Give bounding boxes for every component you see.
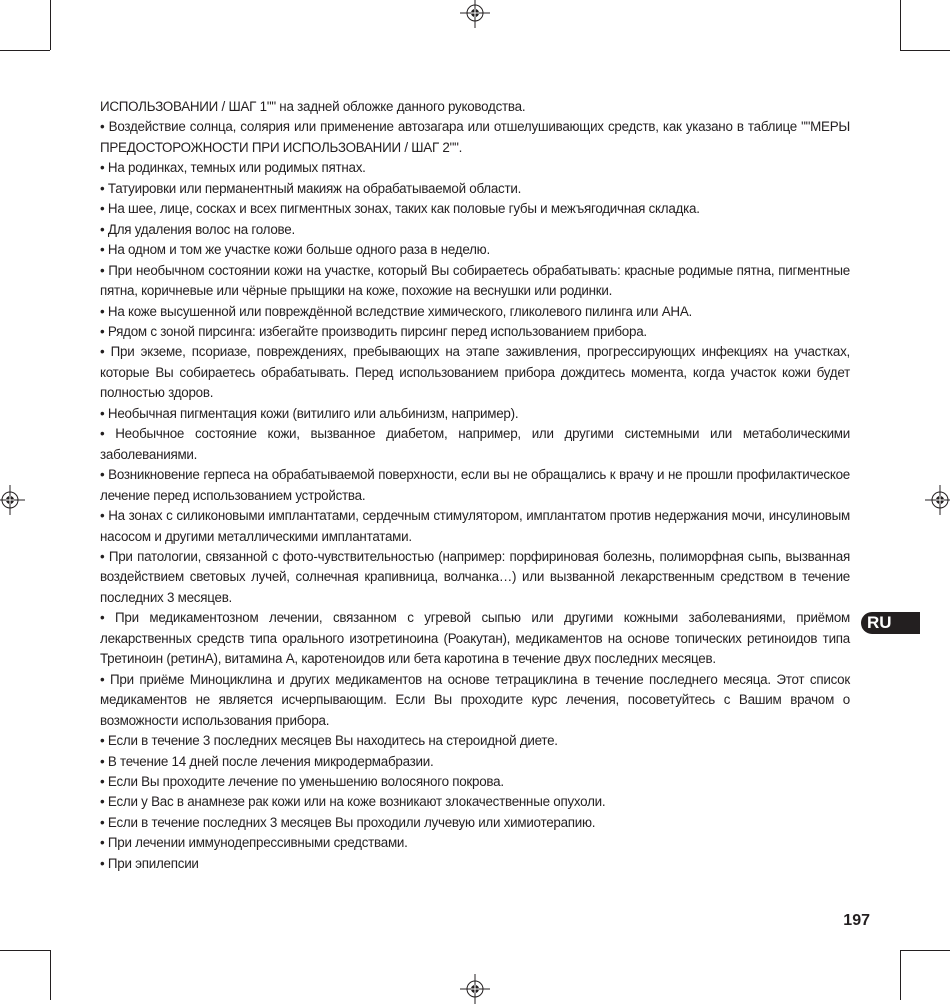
crop-mark — [900, 950, 950, 951]
paragraph: ИСПОЛЬЗОВАНИИ / ШАГ 1"" на задней обложке данного руководства. — [100, 99, 526, 114]
crop-mark — [0, 950, 50, 951]
crop-mark — [900, 950, 901, 1000]
registration-mark-icon — [460, 0, 490, 28]
list-item: • Для удаления волос на голове. — [100, 221, 295, 237]
list-item: • При медикаментозном лечении, связанном с угревой сыпью или другими кожными заболеваниями, приёмом лекарственных средств типа орального изотретиноина (Роакутан), медикаментов на основе топических ретиноидов типа Третиноин (ретинА), витамина А, каротеноидов или бета каротина в течение двух последних месяцев. — [100, 610, 850, 667]
list-item: • При эпилепсии — [100, 855, 199, 871]
list-item: • В течение 14 дней после лечения микродермабразии. — [100, 753, 434, 769]
list-item: • При приёме Миноциклина и других медикаментов на основе тетрациклина в течение последнего месяца. Этот список медикаментов не является исчерпывающим. Если Вы проходите курс лечения, посоветуйтесь с Вашим врачом о возможности использования прибора. — [100, 671, 850, 728]
list-item: • Рядом с зоной пирсинга: избегайте производить пирсинг перед использованием прибора. — [100, 323, 647, 339]
list-item: • Необычная пигментация кожи (витилиго или альбинизм, например). — [100, 405, 519, 421]
crop-mark — [900, 0, 901, 50]
list-item: • Если Вы проходите лечение по уменьшению волосяного покрова. — [100, 773, 504, 789]
list-item: • Если у Вас в анамнезе рак кожи или на коже возникают злокачественные опухоли. — [100, 794, 606, 810]
list-item: • На одном и том же участке кожи больше одного раза в неделю. — [100, 242, 490, 258]
list-item: • При патологии, связанной с фото-чувствительностью (например: порфириновая болезнь, полиморфная сыпь, вызванная воздействием световых лучей, солнечная крапивница, волчанка…) или вызванной лекарственным средством в течение последних 3 месяцев. — [100, 548, 850, 605]
contraindications-text — [100, 97, 850, 874]
registration-mark-icon — [925, 485, 950, 515]
list-item: • Татуировки или перманентный макияж на обрабатываемой области. — [100, 180, 522, 196]
list-item: • Если в течение последних 3 месяцев Вы проходили лучевую или химиотерапию. — [100, 814, 596, 830]
crop-mark — [0, 50, 50, 51]
list-item: • При необычном состоянии кожи на участке, который Вы собираетесь обрабатывать: красные родимые пятна, пигментные пятна, коричневые или чёрные прыщики на коже, похожие на веснушки или родинки. — [100, 262, 850, 299]
list-item: • На зонах с силиконовыми имплантатами, сердечным стимулятором, имплантатом против недержания мочи, инсулиновым насосом и другими металлическими имплантатами. — [100, 508, 850, 544]
list-item: • На шее, лице, сосках и всех пигментных зонах, таких как половые губы и межъягодичная складка. — [100, 201, 700, 217]
list-item: • На родинках, темных или родимых пятнах. — [100, 160, 366, 176]
list-item: • При экземе, псориазе, повреждениях, пребывающих на этапе заживления, прогрессирующих инфекциях на участках, которые Вы собираетесь обрабатывать. Перед использованием прибора дождитесь момента, когда участок кожи будет полностью здоров. — [100, 344, 850, 401]
registration-mark-icon — [0, 485, 25, 515]
crop-mark — [50, 950, 51, 1000]
list-item: • На коже высушенной или повреждённой вследствие химического, гликолевого пилинга или AHA. — [100, 303, 692, 319]
list-item: • Возникновение герпеса на обрабатываемой поверхности, если вы не обращались к врачу и не прошли профилактическое лечение перед использованием устройства. — [100, 467, 850, 503]
language-tab: RU — [861, 612, 920, 634]
crop-mark — [50, 0, 51, 50]
list-item: • Необычное состояние кожи, вызванное диабетом, например, или другими системными или метаболическими заболеваниями. — [100, 426, 850, 462]
list-item: • Воздействие солнца, солярия или применение автозагара или отшелушивающих средств, как указано в таблице ""МЕРЫ ПРЕДОСТОРОЖНОСТИ ПРИ ИСПОЛЬЗОВАНИИ / ШАГ 2"". — [100, 119, 850, 155]
page-number: 197 — [843, 912, 870, 929]
list-item: • Если в течение 3 последних месяцев Вы находитесь на стероидной диете. — [100, 733, 558, 749]
crop-mark — [900, 50, 950, 51]
list-item: • При лечении иммунодепрессивными средствами. — [100, 835, 408, 851]
